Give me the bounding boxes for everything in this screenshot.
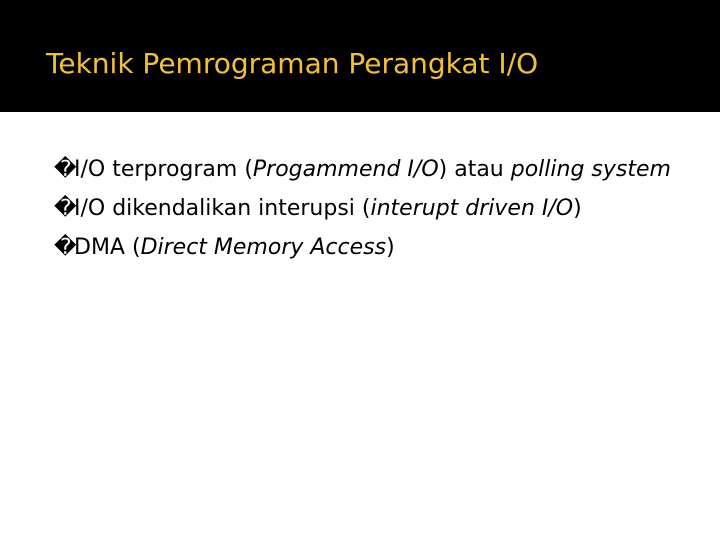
bullet-text-emphasis: interupt driven I/O <box>370 196 574 221</box>
bullet-text-emphasis: polling system <box>510 157 671 182</box>
bullet-text-part: I/O terprogram ( <box>74 157 253 182</box>
bullet-item-programmed-io <box>54 150 704 189</box>
bullet-marker-icon: � <box>54 235 77 260</box>
bullet-marker-icon: � <box>54 196 77 221</box>
bullet-text-emphasis: Progammend I/O <box>252 157 439 182</box>
title-band <box>0 0 720 112</box>
slide-title: Teknik Pemrograman Perangkat I/O <box>46 47 539 80</box>
bullet-text-emphasis: Direct Memory Access <box>140 235 387 260</box>
bullet-text-part: ) atau <box>438 157 511 182</box>
bullet-item-interrupt-driven-io <box>54 189 704 228</box>
bullet-marker-icon: � <box>54 157 77 182</box>
bullet-text-part: ) <box>386 235 395 260</box>
bullet-item-dma <box>54 228 704 267</box>
bullet-text-part: I/O dikendalikan interupsi ( <box>74 196 371 221</box>
bullet-text-part: DMA ( <box>74 235 141 260</box>
bullet-list <box>54 150 704 267</box>
bullet-text-part: ) <box>573 196 582 221</box>
